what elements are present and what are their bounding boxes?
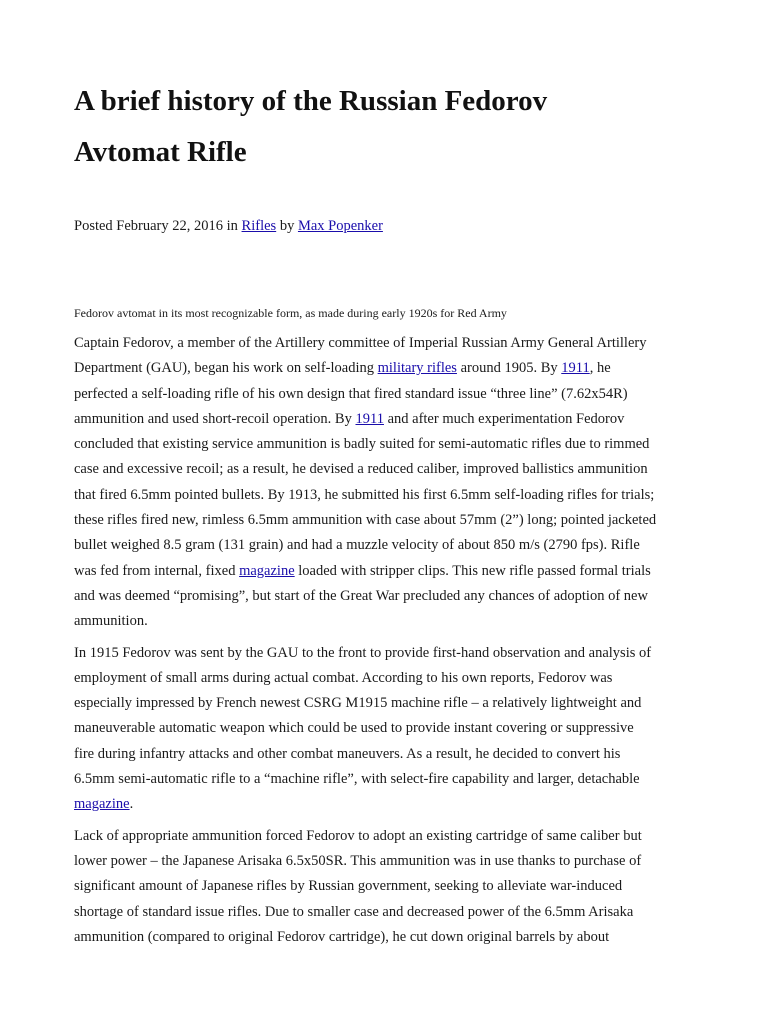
p1-l4-text-b: and after much experimentation Fedorov <box>383 410 625 427</box>
p2-line-5: fire during infantry attacks and other combat maneuvers. As a result, he decided to convert his <box>74 745 621 762</box>
p1-l2-text-c: , he <box>589 360 611 377</box>
paragraph-3 <box>74 824 698 950</box>
title-line-1: A brief history of the Russian Fedorov <box>74 85 548 117</box>
page-title <box>74 76 694 178</box>
posted-date-text: Posted February 22, 2016 in <box>74 218 242 234</box>
p3-line-1: Lack of appropriate ammunition forced Fedorov to adopt an existing cartridge of same caliber but <box>74 827 642 844</box>
p1-line-11: and was deemed “promising”, but start of the Great War precluded any chances of adoption of new <box>74 587 648 604</box>
year-1911-link[interactable]: 1911 <box>561 360 590 377</box>
p3-line-3: significant amount of Japanese rifles by Russian government, seeking to alleviate war-induced <box>74 878 623 895</box>
p1-line-3: perfected a self-loading rifle of his own design that fired standard issue “three line” (7.62x54R) <box>74 385 628 402</box>
year-1911-link-2[interactable]: 1911 <box>355 410 384 427</box>
post-meta <box>74 216 383 236</box>
author-link[interactable]: Max Popenker <box>297 218 383 234</box>
p1-l10-text-a: was fed from internal, fixed <box>74 562 240 579</box>
p3-line-5: ammunition (compared to original Fedorov cartridge), he cut down original barrels by about <box>74 928 610 945</box>
p1-l2-text-a: Department (GAU), began his work on self-loading <box>74 360 378 377</box>
p1-line-1: Captain Fedorov, a member of the Artillery committee of Imperial Russian Army General Artillery <box>74 335 647 351</box>
by-text: by <box>276 218 298 234</box>
p1-l2-text-b: around 1905. By <box>456 360 562 377</box>
paragraph-1 <box>74 331 698 635</box>
p1-line-7: that fired 6.5mm pointed bullets. By 1913, he submitted his first 6.5mm self-loading rifles for trials; <box>74 486 655 503</box>
p2-line-2: employment of small arms during actual combat. According to his own reports, Fedorov was <box>74 669 613 686</box>
p1-l10-text-b: loaded with stripper clips. This new rifle passed formal trials <box>294 562 651 579</box>
p1-line-8: these rifles fired new, rimless 6.5mm ammunition with case about 57mm (2”) long; pointed jacketed <box>74 512 657 529</box>
p1-l4-text-a: ammunition and used short-recoil operation. By <box>74 410 356 427</box>
p1-line-6: case and excessive recoil; as a result, he devised a reduced caliber, improved ballistics ammunition <box>74 461 648 478</box>
p3-line-4: shortage of standard issue rifles. Due to smaller case and decreased power of the 6.5mm Arisaka <box>74 903 634 920</box>
p2-line-6: 6.5mm semi-automatic rifle to a “machine rifle”, with select-fire capability and larger, detachable <box>74 771 640 788</box>
magazine-link[interactable]: magazine <box>239 562 295 579</box>
p2-line-3: especially impressed by French newest CSRG M1915 machine rifle – a relatively lightweight and <box>74 695 642 712</box>
category-link[interactable]: Rifles <box>241 218 277 234</box>
p3-line-2: lower power – the Japanese Arisaka 6.5x50SR. This ammunition was in use thanks to purchase of <box>74 852 642 869</box>
p1-line-2 <box>74 356 698 381</box>
paragraph-2 <box>74 641 698 818</box>
p2-line-4: maneuverable automatic weapon which could be used to provide instant covering or suppressive <box>74 720 634 737</box>
image-caption: Fedorov avtomat in its most recognizable form, as made during early 1920s for Red Army <box>74 306 507 320</box>
p1-line-4 <box>74 407 698 432</box>
p1-line-10 <box>74 559 698 584</box>
magazine-link-2[interactable]: magazine <box>74 796 130 813</box>
military-rifles-link[interactable]: military rifles <box>377 360 457 377</box>
p2-line-1: In 1915 Fedorov was sent by the GAU to the front to provide first-hand observation and analysis of <box>74 644 652 661</box>
p1-line-5: concluded that existing service ammunition is badly suited for semi-automatic rifles due to rimmed <box>74 436 650 453</box>
p2-line-7 <box>74 792 698 817</box>
p1-line-12: ammunition. <box>74 613 148 630</box>
title-line-2: Avtomat Rifle <box>74 136 247 168</box>
p1-line-9: bullet weighed 8.5 gram (131 grain) and had a muzzle velocity of about 850 m/s (2790 fps). Rifle <box>74 537 640 554</box>
p2-l7-period: . <box>129 796 134 813</box>
article-body <box>74 331 698 956</box>
